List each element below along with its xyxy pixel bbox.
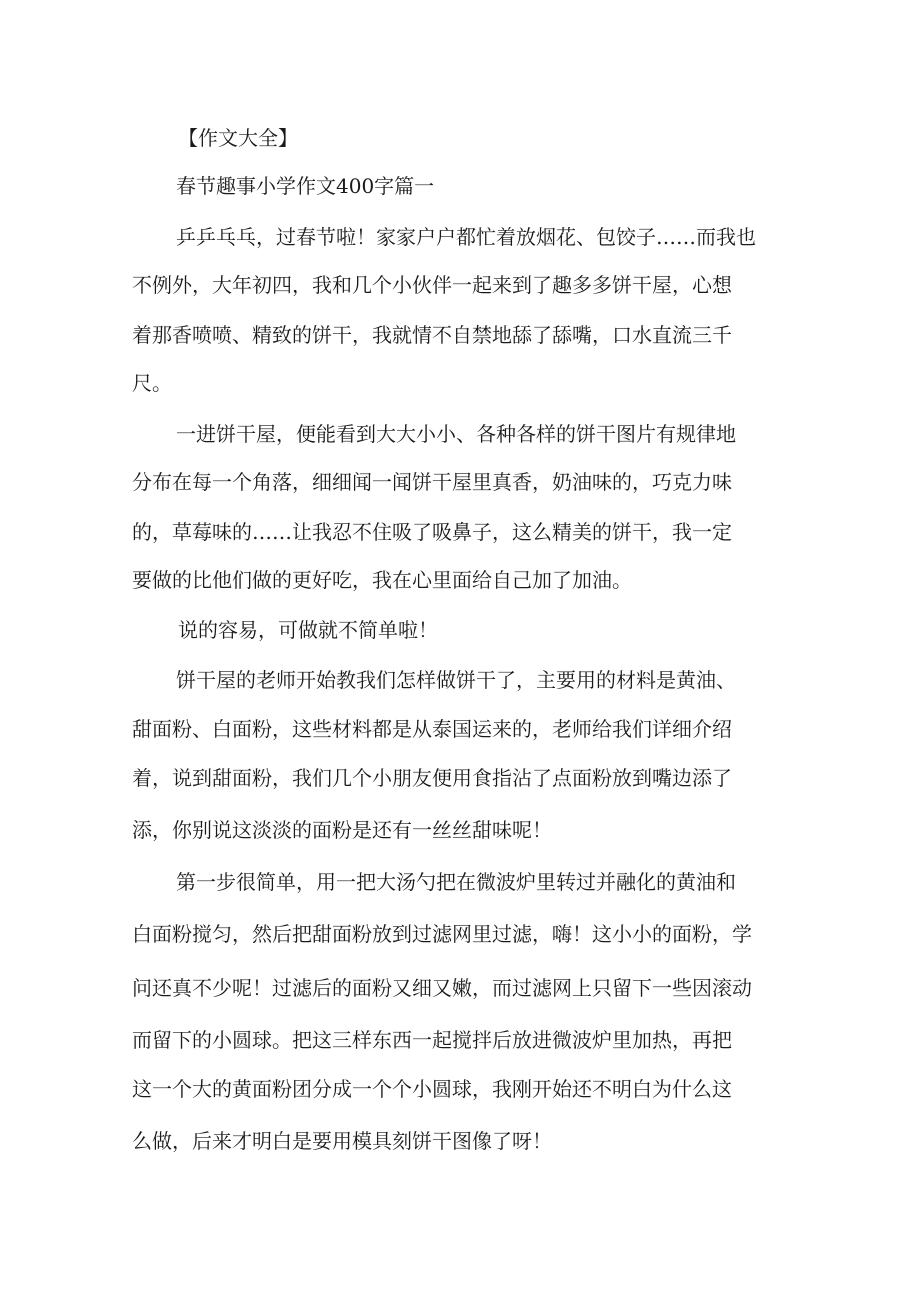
paragraph-line: 要做的比他们做的更好吃，我在心里面给自己加了加油。 xyxy=(132,568,632,592)
paragraph-line: 说的容易，可做就不简单啦！ xyxy=(178,618,438,642)
paragraph-line: 着，说到甜面粉，我们几个小朋友便用食指沾了点面粉放到嘴边添了 xyxy=(132,766,732,790)
paragraph-line: 问还真不少呢！过滤后的面粉又细又嫩，而过滤网上只留下一些因滚动 xyxy=(132,976,752,1000)
paragraph-line: 不例外，大年初四，我和几个小伙伴一起来到了趣多多饼干屋，心想 xyxy=(132,273,732,297)
paragraph-line: 分布在每一个角落，细细闻一闻饼干屋里真香，奶油味的，巧克力味 xyxy=(132,470,732,494)
paragraph-line: 添，你别说这淡淡的面粉是还有一丝丝甜味呢！ xyxy=(132,818,552,842)
paragraph-line: 一进饼干屋，便能看到大大小小、各种各样的饼干图片有规律地 xyxy=(176,422,736,446)
document-title: 春节趣事小学作文400字篇一 xyxy=(176,174,435,198)
document-header: 【作文大全】 xyxy=(178,126,298,150)
paragraph-line: 么做，后来才明白是要用模具刻饼干图像了呀！ xyxy=(132,1129,552,1153)
paragraph-line: 这一个大的黄面粉团分成一个个小圆球，我刚开始还不明白为什么这 xyxy=(132,1077,732,1101)
paragraph-line: 第一步很简单，用一把大汤勺把在微波炉里转过并融化的黄油和 xyxy=(176,870,736,894)
paragraph-line: 的，草莓味的……让我忍不住吸了吸鼻子，这么精美的饼干，我一定 xyxy=(132,520,732,544)
paragraph-line: 饼干屋的老师开始教我们怎样做饼干了，主要用的材料是黄油、 xyxy=(176,668,736,692)
paragraph-line: 甜面粉、白面粉，这些材料都是从泰国运来的，老师给我们详细介绍 xyxy=(132,717,732,741)
paragraph-line: 尺。 xyxy=(132,371,172,395)
paragraph-line: 乒乒乓乓，过春节啦！家家户户都忙着放烟花、包饺子……而我也 xyxy=(176,225,756,249)
paragraph-line: 而留下的小圆球。把这三样东西一起搅拌后放进微波炉里加热，再把 xyxy=(132,1028,732,1052)
paragraph-line: 白面粉搅匀，然后把甜面粉放到过滤网里过滤，嗨！这小小的面粉，学 xyxy=(132,922,752,946)
paragraph-line: 着那香喷喷、精致的饼干，我就情不自禁地舔了舔嘴，口水直流三千 xyxy=(132,323,732,347)
